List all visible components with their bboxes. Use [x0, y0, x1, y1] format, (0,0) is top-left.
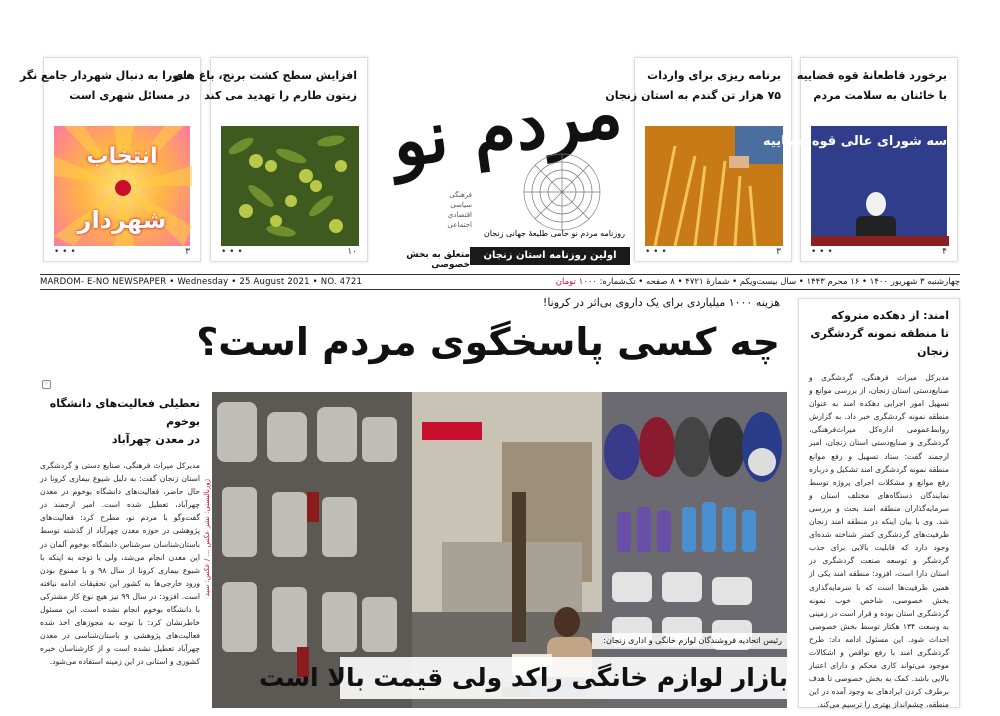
private-sector-note: متعلق به بخش خصوصی	[406, 250, 470, 270]
sidewords: فرهنگی سیاسی اقتصادی اجتماعی	[447, 191, 472, 229]
teaser-wheat-import[interactable]	[605, 57, 792, 262]
teaser-title-line2: در مسائل شهری است	[69, 89, 190, 102]
mayor-word: شهردار	[77, 206, 167, 234]
page-ref: ۳ • • •	[645, 247, 781, 257]
left-article-body: مدیرکل میراث فرهنگی، صنایع دستی و گردشگری استان زنجان گفت: به دلیل شیوع بیماری کرونا در حال حاضر، فعالیت‌های دانشگاه بوخوم در معدن چهرآباد، تعطیل شده است. امیر ارجمند در گفت‌وگو با مردم نو، مطرح کرد: فعالیت‌های پژوهشی در حوزه معدن چهرآباد از گذشته توسط باستان‌شناسان سرشناس دانشگاه بوخوم آلمان در این معدن انجام می‌شد، ولی با توجه به اینکه با شیوع بیماری کرونا از سال ۹۸ و با ممنوع بودن ورود خارجی‌ها به کشور این تحقیقات ادامه نیافته است. افزود: در سال ۹۹ نیز هیچ نوع کار مشترکی با دانشگاه بوخوم انجام نشده است. این مسئول خاطرنشان کرد: با توجه به مجوزهای اخذ شده فعالیت‌های پژوهشی و باستان‌شناسی در معدن چهرآباد تعطیل نشده است و از کارشناسان خبره کشوری و استانی در این زمینه استفاده می‌شود.	[40, 461, 201, 667]
teaser-image-election	[54, 126, 190, 246]
section-marker-icon: ◦	[42, 380, 51, 389]
right-article-body: مدیرکل میراث فرهنگی، گردشگری و صنایع‌دستی استان زنجان، از بررسی موانع و تسهیل امور اجرایی دهکده امند به عنوان منطقه نمونه گردشگری خبر داد. به گزارش روابط‌عمومی اداره‌کل میراث‌فرهنگی، گردشگری و صنایع‌دستی استان زنجان، امیر ارجمند گفت: ستاد تسهیل و رفع موانع منطقه نمونه گردشگری امند تشکیل و درباره رفع موانع و مشکلات اجرای پروژه توسط نمایندگان دستگاه‌های مختلف استان و سرمایه‌گذاران منطقه امند بحث و بررسی شد. وی با بیان اینکه در منطقه امند زنجان ظرفیت‌های گردشگری کمتر شناخته شده‌ای وجود دارد که قابلیت بالایی برای جذب گردشگر و توسعه صنعت گردشگری در استان دارا است، افزود: منطقه امند یکی از همین ظرفیت‌ها است که با سرمایه‌گذاری بخش خصوصی، شاخص خوب نمونه گردشگری استان بوده و قرار است در زمینی به وسعت ۱۳۴ هکتار توسط بخش خصوصی احداث شود. این مسئول ادامه داد: طرح گردشگری امند با رفع نواقص و اشکالات موجود می‌تواند کاری محکم و دارای اعتبار بالایی باشد. کمک به بخش خصوصی تا هدف برطرف کردن ایرادهای به وجود آمده در این منطقه، چشم‌انداز بهتری را ترسیم می‌کند.	[809, 373, 949, 710]
teaser-image-olives	[221, 126, 357, 246]
photo-title[interactable]: بازار لوازم خانگی راکد ولی قیمت بالا است	[340, 657, 788, 699]
olive-branch-graphic	[221, 126, 359, 246]
issue-info-persian: چهارشنبه ۳ شهریور ۱۴۰۰ • ۱۶ محرم ۱۴۴۳ • سال بیست‌ویکم • شمارهٔ ۴۷۲۱ • ۸ صفحه • تک‌شماره: ۱۰۰۰ تومان	[555, 277, 960, 287]
teaser-judiciary[interactable]	[763, 57, 958, 262]
judiciary-banner: سه شورای عالی قوه قضاییه	[763, 134, 947, 149]
left-article[interactable]	[40, 395, 200, 695]
teaser-title-line1: افزایش سطح کشت برنج، باغ های	[173, 69, 357, 82]
masthead-tagline: روزنامه مردم نو حامی طلیعهٔ جهانی زنجان	[483, 229, 625, 238]
page-ref: ۳ • • •	[54, 247, 190, 257]
left-article-title1: تعطیلی فعالیت‌های دانشگاه بوخوم	[49, 397, 200, 428]
teaser-title-line2: با خائنان به سلامت مردم	[813, 89, 947, 102]
photo-caption-source: رئیس اتحادیه فروشندگان لوازم خانگی و اداری زنجان:	[592, 633, 788, 649]
teaser-title-line1: برخورد قاطعانهٔ قوه قضاییه	[796, 69, 947, 82]
page-ref: ۴ • • •	[811, 247, 947, 257]
teaser-title-line2: ۷۵ هزار تن گندم به استان زنجان	[605, 89, 781, 102]
first-daily-banner: اولین روزنامه استان زنجان	[470, 247, 630, 265]
main-kicker: هزینه ۱۰۰۰ میلیاردی برای یک داروی بی‌اثر در کرونا!	[542, 296, 780, 309]
issue-info-bar	[40, 274, 960, 290]
judiciary-head-graphic	[763, 126, 949, 246]
page-ref: ۱۰ • • •	[221, 247, 357, 257]
photo-credit: ژورنالیستی: نشر عکس ... / عکس: سید	[203, 479, 211, 597]
right-article-title1: امند: از دهکده متروکه	[831, 309, 949, 322]
election-word: انتخاب	[86, 144, 158, 169]
price: ۱۰۰۰ تومان	[555, 277, 597, 287]
emblem-icon	[115, 180, 131, 196]
teaser-title-line2: زیتون طارم را تهدید می کند	[204, 89, 357, 102]
right-article-title2: تا منطقه نمونه گردشگری زنجان	[810, 327, 949, 358]
teaser-image-judiciary	[763, 126, 947, 246]
teaser-title-line1: برنامه ریزی برای واردات	[647, 69, 781, 82]
issue-info-latin: MARDOM- E-NO NEWSPAPER • Wednesday • 25 August 2021 • NO. 4721	[40, 277, 363, 287]
teaser-olive-gardens[interactable]	[173, 57, 368, 262]
teaser-council-mayor[interactable]	[19, 57, 201, 262]
newspaper-logo	[386, 42, 627, 232]
left-article-title2: در معدن چهرآباد	[111, 433, 200, 446]
ornament-rosette-icon	[502, 122, 622, 232]
teaser-image-wheat	[645, 126, 781, 246]
right-article[interactable]	[798, 298, 960, 708]
logo-wordmark: مردم نو	[386, 69, 627, 184]
teaser-title-line1: شورا به دنبال شهردار جامع نگر	[19, 69, 190, 82]
main-headline[interactable]: چه کسی پاسخگوی مردم است؟	[196, 320, 780, 364]
